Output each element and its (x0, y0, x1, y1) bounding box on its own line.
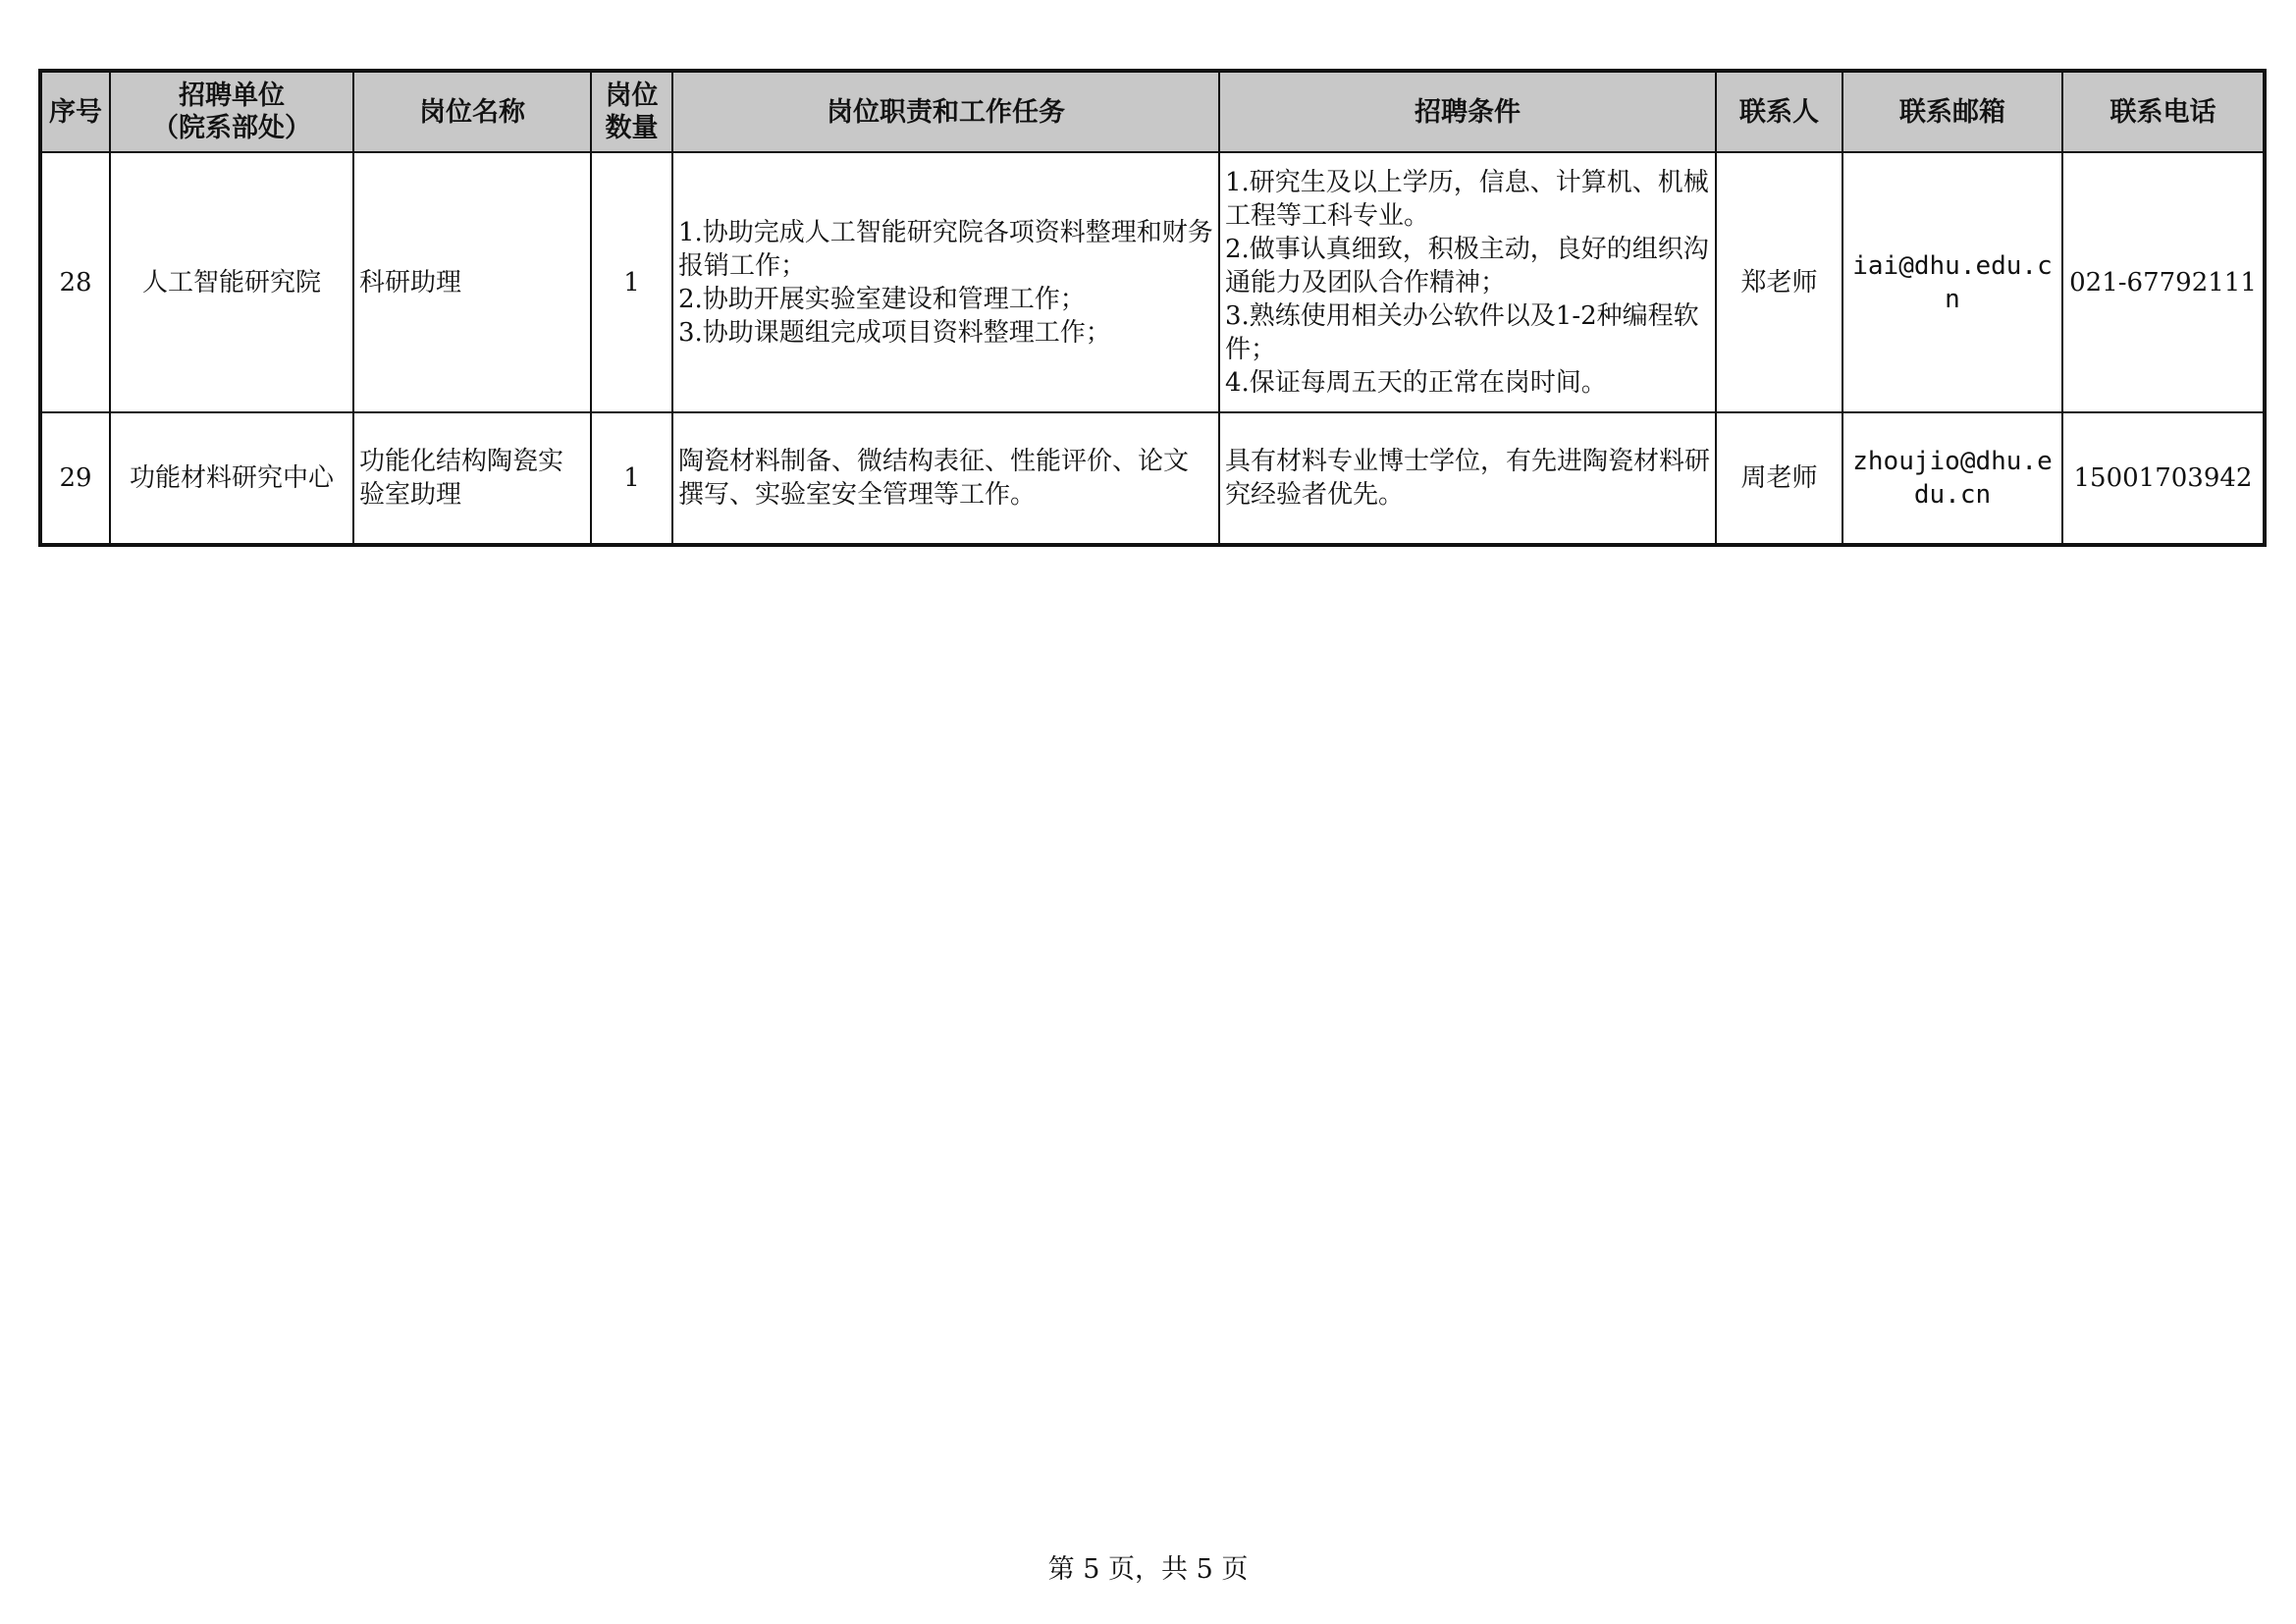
cell-duties: 1.协助完成人工智能研究院各项资料整理和财务报销工作； 2.协助开展实验室建设和管理工作； 3.协助课题组完成项目资料整理工作； (672, 152, 1219, 412)
cell-phone: 15001703942 (2062, 412, 2265, 545)
cell-contact: 周老师 (1716, 412, 1842, 545)
header-count-line2: 数量 (605, 113, 659, 143)
cell-phone: 021-67792111 (2062, 152, 2265, 412)
cell-requirements: 具有材料专业博士学位，有先进陶瓷材料研究经验者优先。 (1219, 412, 1716, 545)
cell-count: 1 (591, 412, 672, 545)
cell-requirements: 1.研究生及以上学历，信息、计算机、机械工程等工科专业。 2.做事认真细致，积极主动，良好的组织沟通能力及团队合作精神； 3.熟练使用相关办公软件以及1-2种编程软件； 4.保证每周五天的正常在岗时间。 (1219, 152, 1716, 412)
cell-seq: 28 (40, 152, 110, 412)
cell-unit: 人工智能研究院 (110, 152, 353, 412)
header-unit-line1: 招聘单位 (179, 81, 285, 111)
table-row (40, 152, 2265, 412)
header-duties: 岗位职责和工作任务 (672, 71, 1219, 152)
cell-email: zhoujio@dhu.edu.cn (1842, 412, 2062, 545)
cell-position: 科研助理 (353, 152, 591, 412)
cell-count: 1 (591, 152, 672, 412)
header-count-line1: 岗位 (605, 81, 659, 111)
cell-contact: 郑老师 (1716, 152, 1842, 412)
recruitment-table (38, 69, 2267, 547)
header-unit (110, 71, 353, 152)
cell-duties: 陶瓷材料制备、微结构表征、性能评价、论文撰写、实验室安全管理等工作。 (672, 412, 1219, 545)
header-contact: 联系人 (1716, 71, 1842, 152)
cell-email: iai@dhu.edu.cn (1842, 152, 2062, 412)
cell-position: 功能化结构陶瓷实验室助理 (353, 412, 591, 545)
header-email: 联系邮箱 (1842, 71, 2062, 152)
table-header-row (40, 71, 2265, 152)
cell-seq: 29 (40, 412, 110, 545)
cell-unit: 功能材料研究中心 (110, 412, 353, 545)
table-row (40, 412, 2265, 545)
header-seq: 序号 (40, 71, 110, 152)
header-unit-line2: （院系部处） (152, 113, 311, 143)
header-requirements: 招聘条件 (1219, 71, 1716, 152)
page-footer: 第 5 页，共 5 页 (1047, 1554, 1249, 1585)
header-count (591, 71, 672, 152)
header-position: 岗位名称 (353, 71, 591, 152)
header-phone: 联系电话 (2062, 71, 2265, 152)
